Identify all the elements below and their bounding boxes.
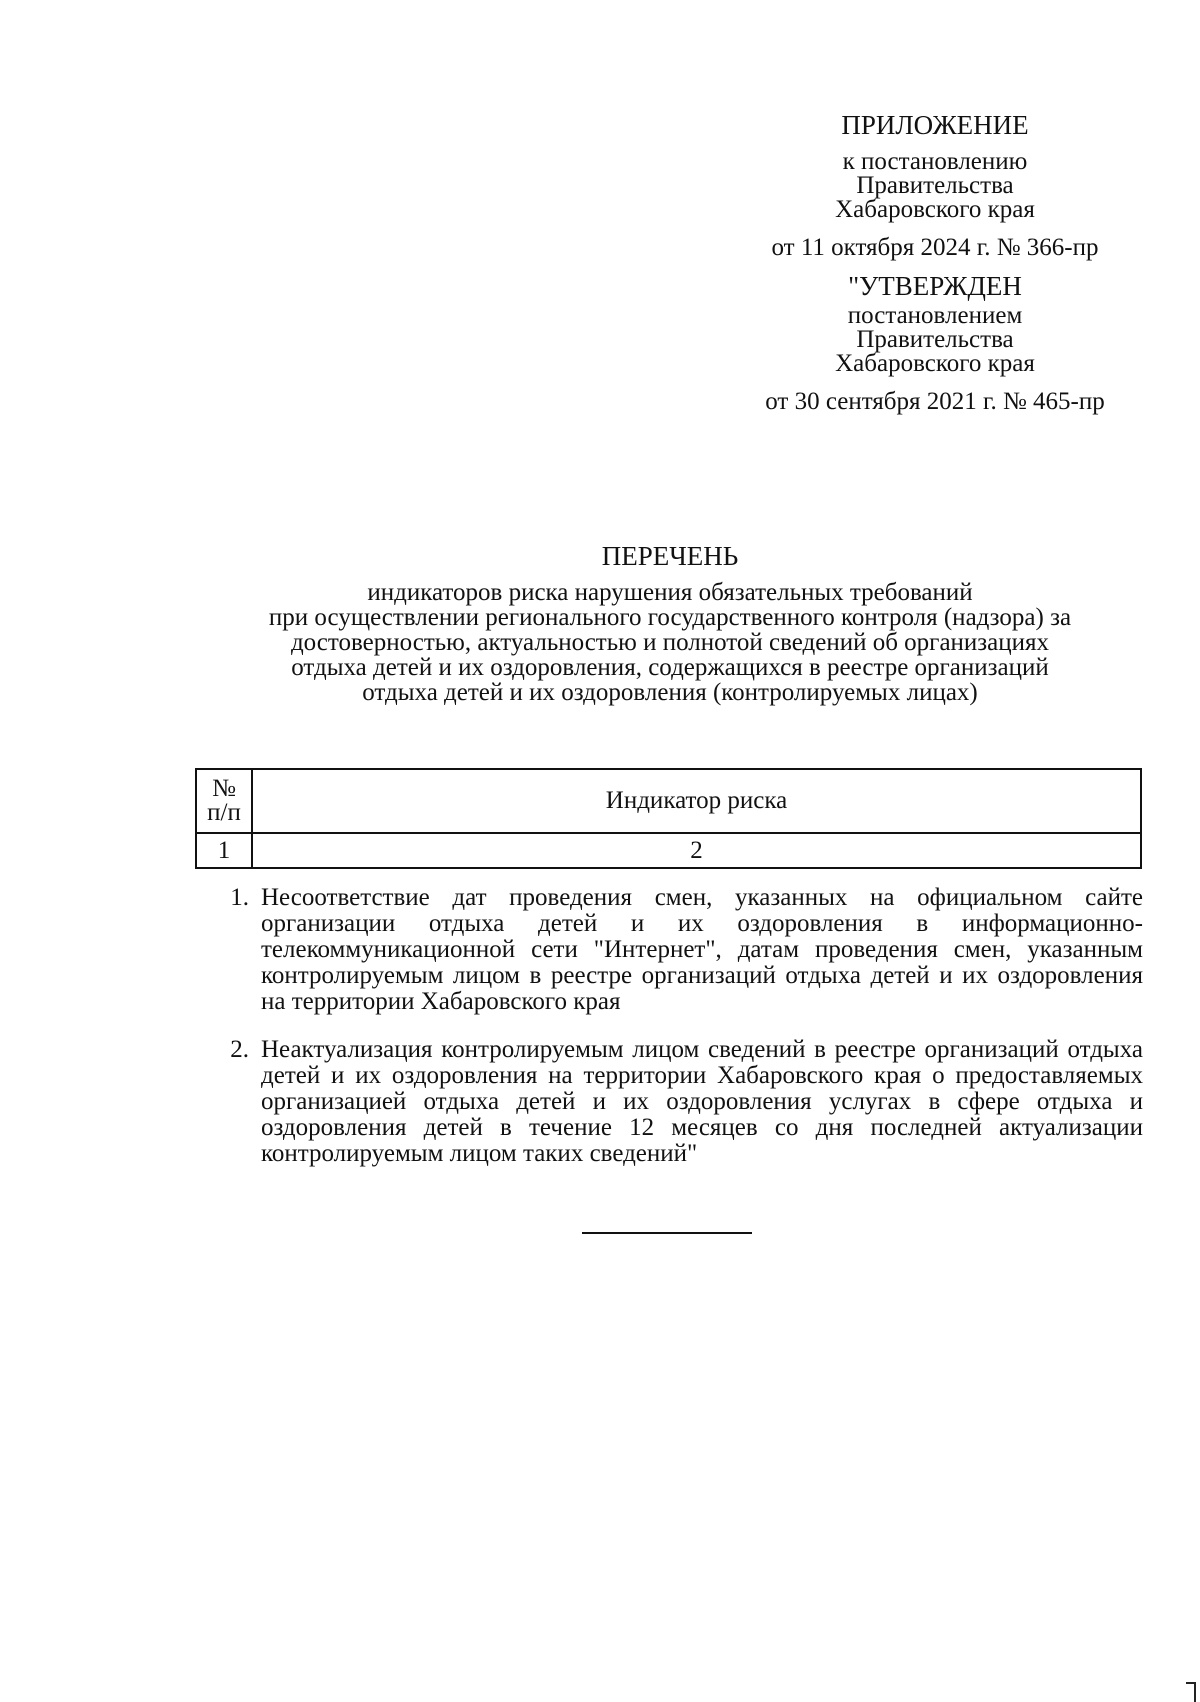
appendix-heading: ПРИЛОЖЕНИЕ — [841, 110, 1029, 140]
document-subtitle-line: достоверностью, актуальностью и полнотой сведений об организациях — [290, 629, 1050, 656]
approved-date: от 30 сентября 2021 г. № 465-пр — [765, 388, 1105, 415]
list-item — [195, 1037, 1143, 1167]
end-of-document-line — [582, 1232, 752, 1234]
header-number-cell — [196, 769, 252, 833]
appendix-line-2: Правительства — [856, 172, 1014, 199]
document-title: ПЕРЕЧЕНЬ — [601, 541, 739, 571]
approved-line-2: Правительства — [856, 326, 1014, 353]
document-subtitle-line: отдыха детей и их оздоровления (контролируемых лицах) — [362, 679, 978, 706]
appendix-line-1: к постановлению — [842, 148, 1028, 175]
table-index-row — [196, 833, 1141, 868]
appendix-line-3: Хабаровского края — [835, 196, 1035, 223]
document-subtitle-line: индикаторов риска нарушения обязательных требований — [367, 579, 973, 606]
header-number-symbol: № — [212, 775, 236, 802]
approved-heading: "УТВЕРЖДЕН — [848, 271, 1022, 301]
appendix-date: от 11 октября 2024 г. № 366-пр — [771, 234, 1099, 261]
list-item-number: 1. — [230, 884, 249, 911]
approved-line-3: Хабаровского края — [835, 350, 1035, 377]
table-header-row — [196, 769, 1141, 833]
list-item — [195, 885, 1143, 1015]
header-number-label: п/п — [207, 799, 241, 826]
risk-indicator-list — [195, 885, 1143, 1189]
list-item-text: Несоответствие дат проведения смен, указанных на официальном сайте организации отдыха детей и их оздоровления в информационно-телекоммуникационной сети "Интернет", датам проведения смен, указанным контролируемым лицом в реестре организаций отдыха детей и их оздоровления на территории Хабаровского края — [261, 884, 1143, 1015]
document-subtitle-line: отдыха детей и их оздоровления, содержащихся в реестре организаций — [291, 654, 1049, 681]
document-subtitle-line: при осуществлении регионального государственного контроля (надзора) за — [268, 604, 1072, 631]
approved-line-1: постановлением — [847, 302, 1023, 329]
index-cell-1: 1 — [196, 833, 252, 868]
index-cell-2: 2 — [252, 833, 1141, 868]
list-item-text: Неактуализация контролируемым лицом сведений в реестре организаций отдыха детей и их оздоровления на территории Хабаровского края о предоставляемых организацией отдыха детей и их оздоровления услугах в сфере отдыха и оздоровления детей в течение 12 месяцев со дня последней актуализации контролируемым лицом таких сведений" — [261, 1036, 1143, 1167]
document-title-block — [190, 536, 1150, 705]
header-indicator-cell: Индикатор риска — [252, 769, 1141, 833]
approval-stamp-block — [730, 104, 1140, 422]
risk-indicator-table — [195, 768, 1142, 869]
list-item-number: 2. — [230, 1036, 249, 1063]
scan-corner-mark — [1186, 1682, 1196, 1702]
